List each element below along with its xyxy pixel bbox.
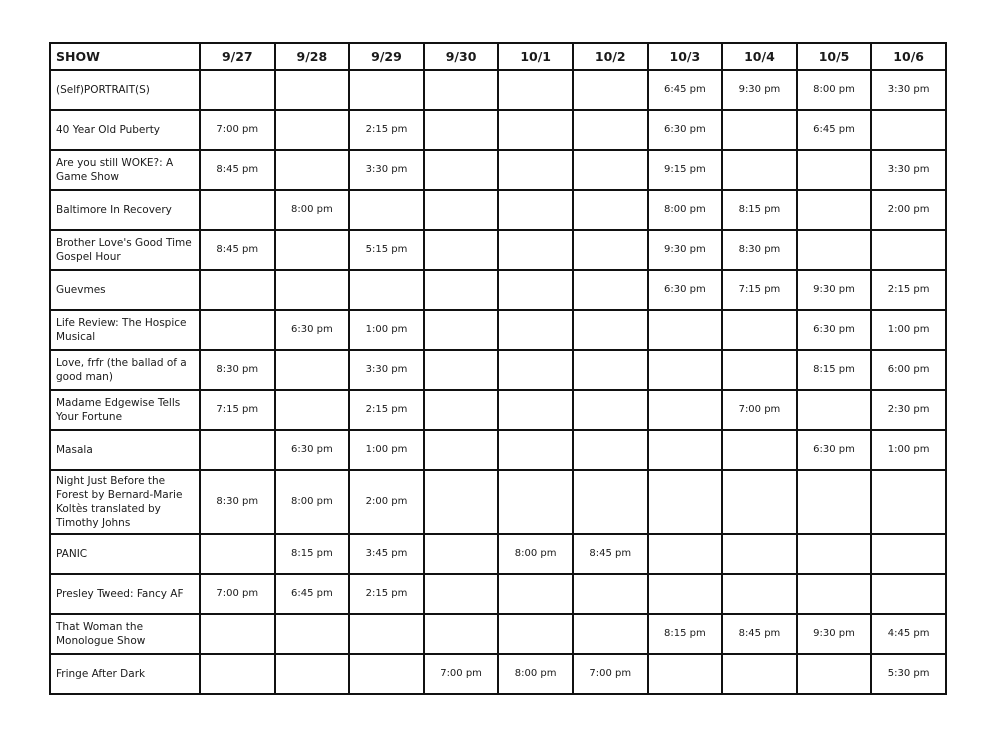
showtime-cell [424, 110, 499, 150]
showtime-cell [275, 110, 350, 150]
showtime-cell: 8:00 pm [498, 654, 573, 694]
showtime-cell [722, 150, 797, 190]
showtime-cell [722, 430, 797, 470]
showtime-cell: 8:30 pm [200, 350, 275, 390]
showtime-cell [424, 430, 499, 470]
showtime-cell [498, 430, 573, 470]
showtime-cell [722, 110, 797, 150]
show-name-cell: Brother Love's Good Time Gospel Hour [50, 230, 200, 270]
showtime-cell [200, 70, 275, 110]
showtime-cell: 5:30 pm [871, 654, 946, 694]
show-name-cell: Baltimore In Recovery [50, 190, 200, 230]
show-name-cell: Fringe After Dark [50, 654, 200, 694]
showtime-cell [200, 534, 275, 574]
showtime-cell [573, 614, 648, 654]
table-row [50, 190, 946, 230]
table-row [50, 150, 946, 190]
showtime-cell [424, 574, 499, 614]
showtime-cell: 3:30 pm [349, 350, 424, 390]
showtime-cell [498, 310, 573, 350]
showtime-cell [200, 310, 275, 350]
showtime-cell [424, 350, 499, 390]
showtime-cell [573, 70, 648, 110]
showtime-cell [573, 430, 648, 470]
showtime-cell [424, 190, 499, 230]
showtime-cell [498, 230, 573, 270]
showtime-cell [498, 190, 573, 230]
showtime-cell [275, 150, 350, 190]
showtime-cell [424, 310, 499, 350]
show-name-cell: Presley Tweed: Fancy AF [50, 574, 200, 614]
showtime-cell [200, 270, 275, 310]
showtime-cell: 6:30 pm [797, 430, 872, 470]
showtime-cell: 8:00 pm [498, 534, 573, 574]
showtime-cell: 2:15 pm [871, 270, 946, 310]
showtime-cell [797, 470, 872, 534]
showtime-cell [573, 110, 648, 150]
showtime-cell: 8:30 pm [200, 470, 275, 534]
showtime-cell: 8:15 pm [275, 534, 350, 574]
showtime-cell: 1:00 pm [871, 430, 946, 470]
showtime-cell [200, 654, 275, 694]
showtime-cell: 5:15 pm [349, 230, 424, 270]
header-date: 9/30 [424, 43, 499, 70]
showtime-cell [424, 534, 499, 574]
showtime-cell [275, 70, 350, 110]
showtime-cell [871, 574, 946, 614]
show-name-cell: 40 Year Old Puberty [50, 110, 200, 150]
show-name-cell: (Self)PORTRAIT(S) [50, 70, 200, 110]
showtime-cell [797, 654, 872, 694]
showtime-cell: 6:45 pm [797, 110, 872, 150]
showtime-cell [349, 70, 424, 110]
schedule-table [49, 42, 947, 695]
showtime-cell [573, 390, 648, 430]
showtime-cell: 8:00 pm [275, 190, 350, 230]
showtime-cell [648, 534, 723, 574]
showtime-cell: 6:45 pm [648, 70, 723, 110]
showtime-cell [498, 70, 573, 110]
header-date: 9/27 [200, 43, 275, 70]
showtime-cell [648, 654, 723, 694]
showtime-cell: 6:30 pm [275, 430, 350, 470]
showtime-cell [498, 350, 573, 390]
show-name-cell: Guevmes [50, 270, 200, 310]
showtime-cell: 8:15 pm [648, 614, 723, 654]
showtime-cell [573, 190, 648, 230]
showtime-cell [275, 230, 350, 270]
showtime-cell: 8:45 pm [200, 230, 275, 270]
showtime-cell: 3:45 pm [349, 534, 424, 574]
showtime-cell [722, 310, 797, 350]
showtime-cell: 7:00 pm [722, 390, 797, 430]
showtime-cell: 7:15 pm [200, 390, 275, 430]
showtime-cell: 3:30 pm [871, 70, 946, 110]
schedule-body [50, 70, 946, 694]
showtime-cell [424, 470, 499, 534]
show-name-cell: PANIC [50, 534, 200, 574]
table-row [50, 70, 946, 110]
showtime-cell: 2:15 pm [349, 110, 424, 150]
showtime-cell: 9:15 pm [648, 150, 723, 190]
showtime-cell: 9:30 pm [797, 614, 872, 654]
table-row [50, 430, 946, 470]
showtime-cell: 1:00 pm [349, 430, 424, 470]
showtime-cell: 9:30 pm [648, 230, 723, 270]
showtime-cell: 2:30 pm [871, 390, 946, 430]
showtime-cell: 7:00 pm [200, 574, 275, 614]
showtime-cell: 7:00 pm [424, 654, 499, 694]
showtime-cell: 7:15 pm [722, 270, 797, 310]
showtime-cell: 6:30 pm [797, 310, 872, 350]
showtime-cell [349, 614, 424, 654]
showtime-cell [722, 350, 797, 390]
showtime-cell: 6:00 pm [871, 350, 946, 390]
showtime-cell: 9:30 pm [797, 270, 872, 310]
showtime-cell [722, 470, 797, 534]
showtime-cell [424, 390, 499, 430]
showtime-cell [498, 270, 573, 310]
table-row [50, 350, 946, 390]
showtime-cell [573, 350, 648, 390]
showtime-cell [275, 390, 350, 430]
showtime-cell: 8:00 pm [648, 190, 723, 230]
table-row [50, 470, 946, 534]
showtime-cell [648, 574, 723, 614]
showtime-cell [349, 190, 424, 230]
showtime-cell [797, 150, 872, 190]
header-date: 10/5 [797, 43, 872, 70]
showtime-cell: 8:45 pm [573, 534, 648, 574]
showtime-cell: 8:00 pm [797, 70, 872, 110]
showtime-cell: 8:45 pm [722, 614, 797, 654]
showtime-cell [648, 470, 723, 534]
showtime-cell [648, 310, 723, 350]
showtime-cell: 8:45 pm [200, 150, 275, 190]
showtime-cell: 3:30 pm [871, 150, 946, 190]
showtime-cell: 6:30 pm [648, 270, 723, 310]
showtime-cell [797, 390, 872, 430]
showtime-cell: 6:45 pm [275, 574, 350, 614]
showtime-cell [797, 534, 872, 574]
showtime-cell: 2:00 pm [349, 470, 424, 534]
showtime-cell [573, 270, 648, 310]
showtime-cell [871, 534, 946, 574]
showtime-cell [871, 230, 946, 270]
show-name-cell: Love, frfr (the ballad of a good man) [50, 350, 200, 390]
showtime-cell [573, 574, 648, 614]
showtime-cell: 2:00 pm [871, 190, 946, 230]
showtime-cell [797, 190, 872, 230]
showtime-cell [573, 150, 648, 190]
header-date: 10/4 [722, 43, 797, 70]
showtime-cell [349, 654, 424, 694]
show-name-cell: Madame Edgewise Tells Your Fortune [50, 390, 200, 430]
showtime-cell [573, 310, 648, 350]
showtime-cell [648, 390, 723, 430]
header-show: SHOW [50, 43, 200, 70]
table-row [50, 270, 946, 310]
header-date: 9/28 [275, 43, 350, 70]
showtime-cell [275, 350, 350, 390]
show-name-cell: Night Just Before the Forest by Bernard-Marie Koltès translated by Timothy Johns [50, 470, 200, 534]
showtime-cell: 2:15 pm [349, 390, 424, 430]
header-date: 9/29 [349, 43, 424, 70]
showtime-cell [722, 574, 797, 614]
showtime-cell [349, 270, 424, 310]
showtime-cell: 1:00 pm [349, 310, 424, 350]
showtime-cell [871, 470, 946, 534]
showtime-cell: 6:30 pm [648, 110, 723, 150]
show-name-cell: That Woman the Monologue Show [50, 614, 200, 654]
showtime-cell [573, 470, 648, 534]
showtime-cell: 7:00 pm [200, 110, 275, 150]
showtime-cell: 1:00 pm [871, 310, 946, 350]
showtime-cell [424, 150, 499, 190]
showtime-cell [200, 430, 275, 470]
show-name-cell: Masala [50, 430, 200, 470]
showtime-cell [498, 614, 573, 654]
showtime-cell [275, 614, 350, 654]
showtime-cell: 8:00 pm [275, 470, 350, 534]
table-row [50, 110, 946, 150]
header-row [50, 43, 946, 70]
showtime-cell [275, 654, 350, 694]
showtime-cell [275, 270, 350, 310]
table-row [50, 574, 946, 614]
showtime-cell: 7:00 pm [573, 654, 648, 694]
table-row [50, 614, 946, 654]
show-name-cell: Are you still WOKE?: A Game Show [50, 150, 200, 190]
showtime-cell [648, 350, 723, 390]
showtime-cell [871, 110, 946, 150]
header-date: 10/6 [871, 43, 946, 70]
header-date: 10/1 [498, 43, 573, 70]
showtime-cell [722, 654, 797, 694]
showtime-cell: 2:15 pm [349, 574, 424, 614]
showtime-cell [498, 150, 573, 190]
showtime-cell [424, 270, 499, 310]
showtime-cell [722, 534, 797, 574]
showtime-cell [200, 190, 275, 230]
showtime-cell [648, 430, 723, 470]
table-row [50, 230, 946, 270]
table-row [50, 310, 946, 350]
showtime-cell: 4:45 pm [871, 614, 946, 654]
showtime-cell: 6:30 pm [275, 310, 350, 350]
showtime-cell: 8:15 pm [797, 350, 872, 390]
showtime-cell [797, 230, 872, 270]
showtime-cell: 8:30 pm [722, 230, 797, 270]
showtime-cell: 9:30 pm [722, 70, 797, 110]
show-name-cell: Life Review: The Hospice Musical [50, 310, 200, 350]
showtime-cell [424, 70, 499, 110]
showtime-cell [498, 470, 573, 534]
showtime-cell [424, 230, 499, 270]
table-row [50, 534, 946, 574]
showtime-cell: 3:30 pm [349, 150, 424, 190]
table-row [50, 654, 946, 694]
showtime-cell [797, 574, 872, 614]
header-date: 10/3 [648, 43, 723, 70]
showtime-cell [200, 614, 275, 654]
table-row [50, 390, 946, 430]
showtime-cell: 8:15 pm [722, 190, 797, 230]
showtime-cell [573, 230, 648, 270]
showtime-cell [498, 110, 573, 150]
header-date: 10/2 [573, 43, 648, 70]
showtime-cell [498, 574, 573, 614]
showtime-cell [498, 390, 573, 430]
showtime-cell [424, 614, 499, 654]
